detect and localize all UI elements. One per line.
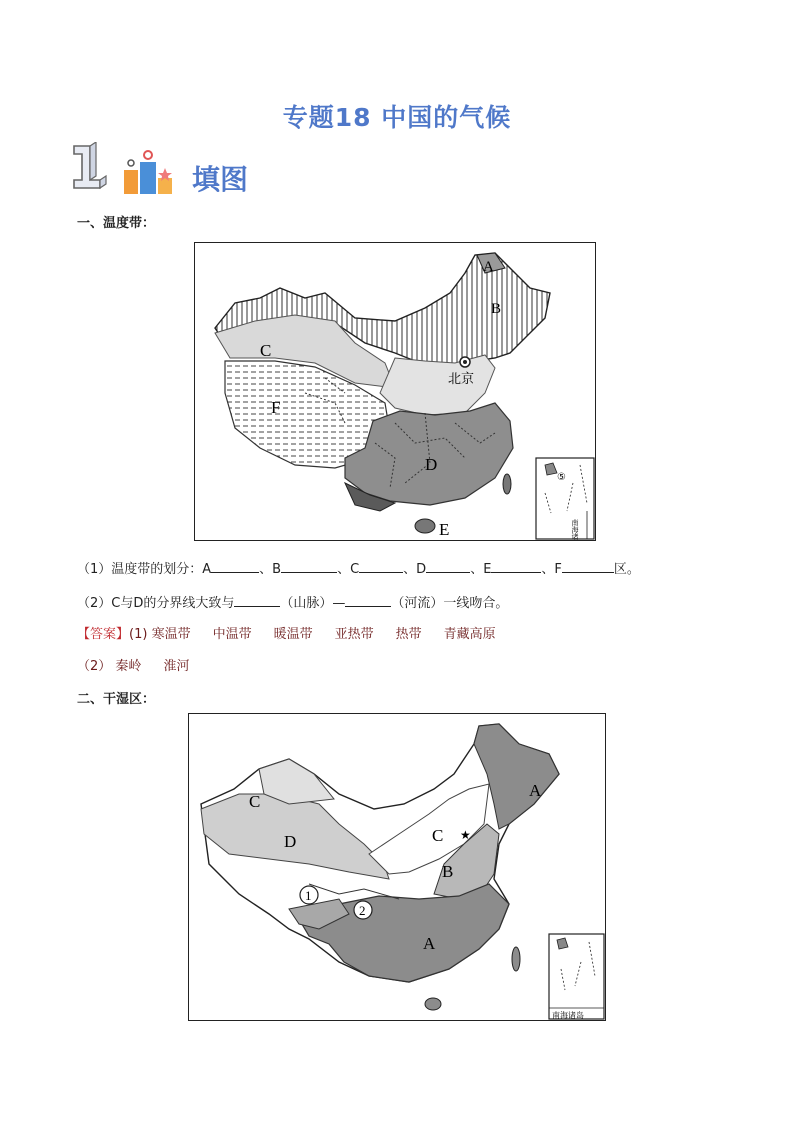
blank-f[interactable] — [562, 560, 614, 573]
section-header — [70, 140, 370, 198]
dry-wet-region-map — [188, 713, 606, 1021]
temp-map-label-c: C — [260, 341, 272, 360]
drywet-label-a-ne: A — [529, 781, 542, 800]
drywet-circle-2: 2 — [359, 903, 366, 918]
page-title: 专题18 中国的气候 — [282, 103, 512, 132]
drywet-label-nanhai: 南海诸岛 — [552, 1011, 584, 1020]
answer-item: 秦岭 — [115, 659, 142, 674]
blank-a[interactable] — [211, 560, 259, 573]
blank-d[interactable] — [426, 560, 470, 573]
answer-item: 中温带 — [212, 627, 252, 642]
answer-2: （2） 秦岭 淮河 — [77, 659, 190, 674]
blank-e[interactable] — [491, 560, 541, 573]
drywet-label-c-inner: C — [432, 826, 444, 845]
answer-item: 热带 — [395, 627, 422, 642]
temperature-zone-map — [194, 242, 596, 541]
answer-item: 亚热带 — [334, 627, 374, 642]
blank-river[interactable] — [345, 594, 391, 607]
blank-c[interactable] — [359, 560, 403, 573]
temp-map-label-five: ⑤ — [557, 472, 566, 483]
temp-map-label-d: D — [425, 455, 438, 474]
blank-b[interactable] — [281, 560, 337, 573]
star-icon: ★ — [460, 828, 471, 842]
question-2: （2）C与D的分界线大致与 （山脉）— （河流）一线吻合。 — [77, 596, 509, 611]
drywet-label-d: D — [284, 832, 297, 851]
temp-map-label-f: F — [271, 398, 281, 417]
temp-map-label-a: A — [483, 259, 494, 275]
part1-heading: 一、温度带： — [77, 216, 156, 231]
section-label: 填图 — [192, 163, 249, 196]
answer-1: 【答案】(1) 寒温带 中温带 暖温带 亚热带 热带 青藏高原 — [77, 627, 496, 642]
question-1: （1）温度带的划分：A 、B 、C 、D 、E 、F 区。 — [77, 562, 640, 577]
blank-mountain[interactable] — [234, 594, 280, 607]
answer-item: 暖温带 — [273, 627, 313, 642]
drywet-circle-1: 1 — [305, 888, 312, 903]
temp-map-label-nanhai: 南海诸岛 — [571, 519, 579, 540]
answer-item: 淮河 — [163, 659, 190, 674]
answer-item: 青藏高原 — [443, 627, 496, 642]
temp-map-label-e: E — [439, 520, 450, 539]
temp-map-label-beijing: 北京 — [448, 372, 475, 387]
number-one-icon — [70, 142, 110, 192]
podium-trophy-icon — [122, 150, 178, 196]
drywet-label-a-south: A — [423, 934, 436, 953]
part2-heading: 二、干湿区： — [77, 692, 156, 707]
dry-wet-map-svg — [189, 714, 605, 1020]
answer-item: 寒温带 — [151, 627, 191, 642]
temperature-map-svg — [195, 243, 595, 540]
temp-map-label-b: B — [491, 301, 502, 317]
drywet-label-c-north: C — [249, 792, 261, 811]
drywet-label-b: B — [442, 862, 454, 881]
